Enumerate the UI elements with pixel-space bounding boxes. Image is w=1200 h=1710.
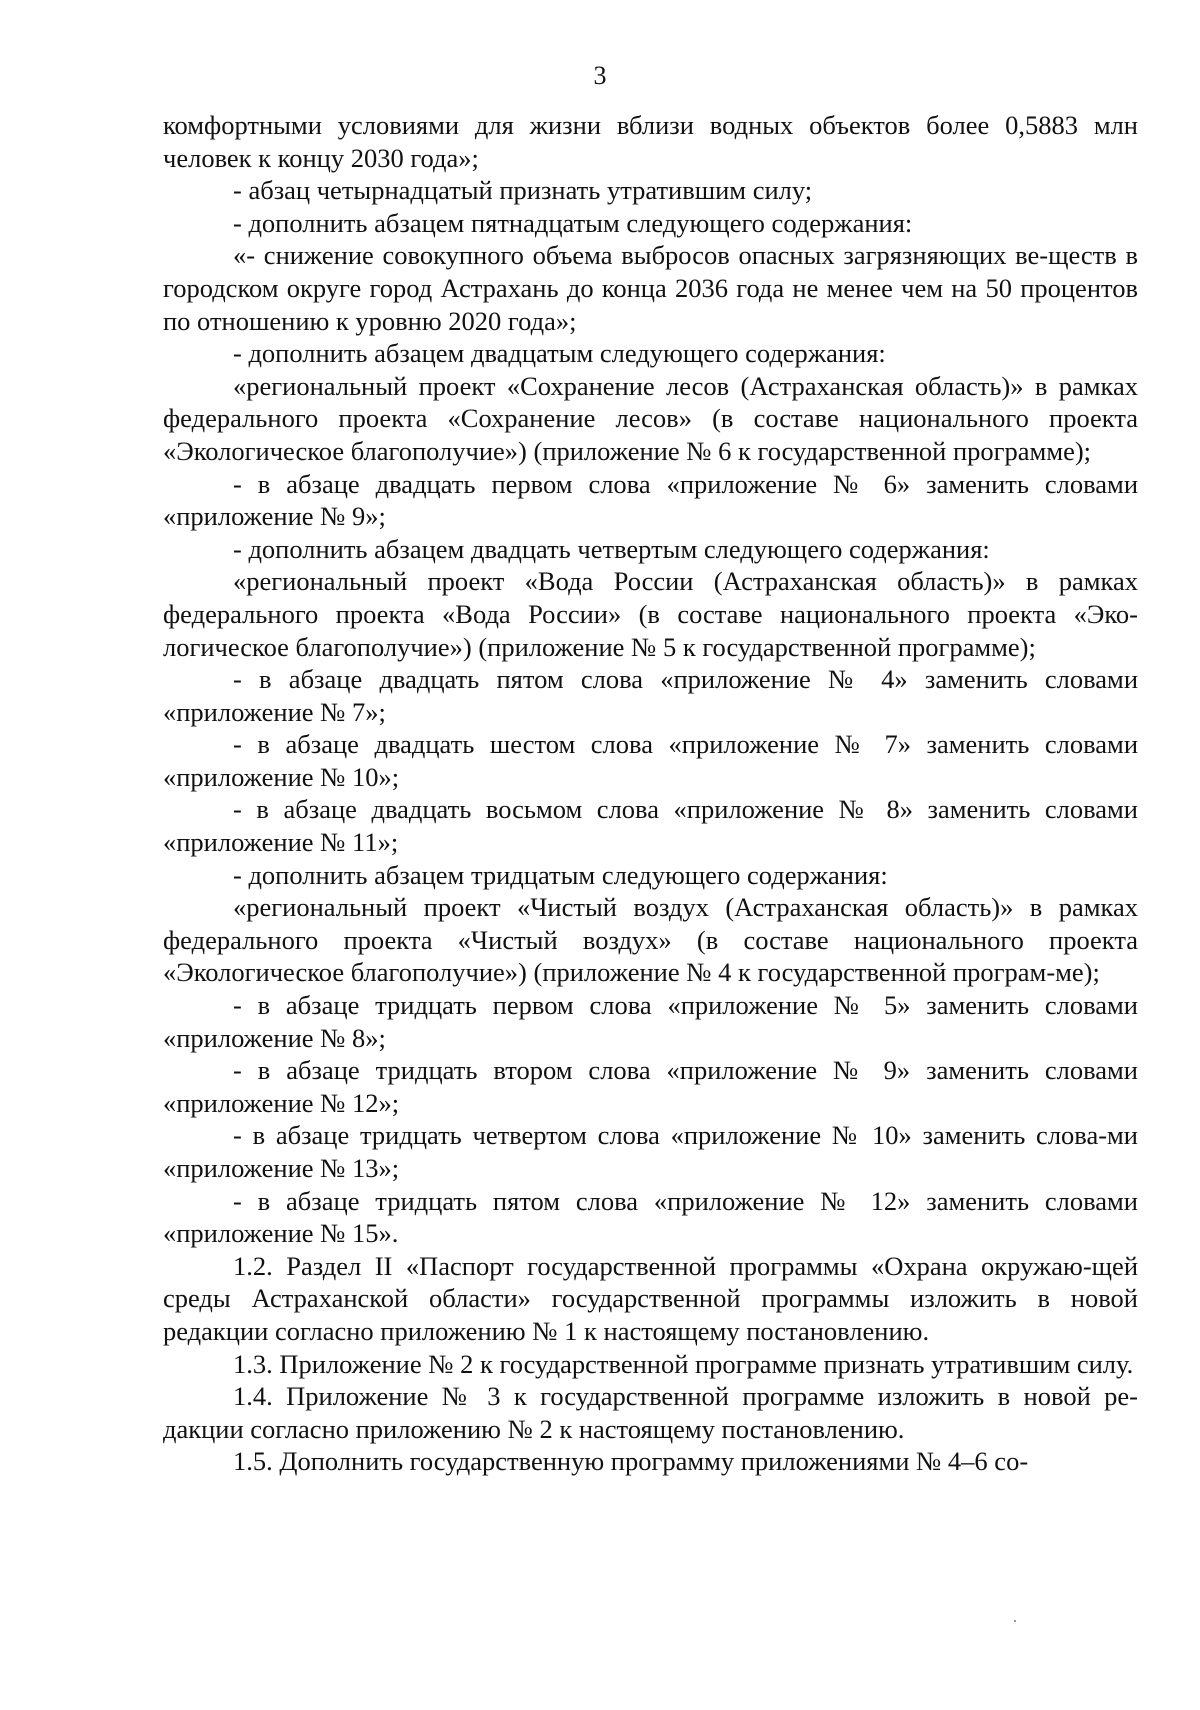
paragraph: 1.2. Раздел II «Паспорт государственной программы «Охрана окружаю-щей среды Астраханской области» государственной программы изложить в новой редакции согласно приложению № 1 к настоящему постановлению. <box>163 1250 1138 1346</box>
paragraph: - в абзаце двадцать восьмом слова «приложение № 8» заменить словами «приложение № 11»; <box>163 794 1138 858</box>
page-number: 3 <box>593 61 607 90</box>
paragraph: - в абзаце тридцать первом слова «приложение № 5» заменить словами «приложение № 8»; <box>163 990 1138 1053</box>
paragraph: - дополнить абзацем тридцатым следующего содержания: <box>233 859 888 890</box>
paragraph: «- снижение совокупного объема выбросов опасных загрязняющих ве-ществ в городском округе город Астрахань до конца 2036 года не менее чем на 50 процентов по отношению к уровню 2020 года»; <box>163 240 1138 336</box>
paragraph: - в абзаце тридцать пятом слова «приложение № 12» заменить словами «приложение № 15». <box>163 1185 1138 1249</box>
document-body <box>163 109 1138 1478</box>
paragraph: - в абзаце тридцать четвертом слова «приложение № 10» заменить слова-ми «приложение № 13»; <box>163 1120 1138 1183</box>
paragraph: 1.3. Приложение № 2 к государственной программе признать утратившим силу. <box>233 1348 1134 1379</box>
paragraph: - в абзаце двадцать первом слова «приложение № 6» заменить словами «приложение № 9»; <box>163 468 1138 532</box>
paragraph: 1.4. Приложение № 3 к государственной программе изложить в новой ре-дакции согласно приложению № 2 к настоящему постановлению. <box>163 1381 1138 1444</box>
paragraph: - в абзаце тридцать втором слова «приложение № 9» заменить словами «приложение № 12»; <box>163 1055 1138 1118</box>
paragraph: 1.5. Дополнить государственную программу приложениями № 4–6 со- <box>233 1446 1029 1477</box>
paragraph: - дополнить абзацем пятнадцатым следующего содержания: <box>233 207 913 238</box>
paragraph: «региональный проект «Вода России (Астраханская область)» в рамках федерального проекта «Вода России» (в составе национального проекта «Эко-логическое благополучие») (приложение № 5 к государственной программе); <box>163 566 1138 662</box>
paragraph: - абзац четырнадцатый признать утратившим силу; <box>233 175 813 206</box>
paragraph: - дополнить абзацем двадцать четвертым следующего содержания: <box>233 533 990 564</box>
paragraph: «региональный проект «Сохранение лесов (Астраханская область)» в рамках федерального проекта «Сохранение лесов» (в составе национального проекта «Экологическое благополучие») (приложение № 6 к государственной программе); <box>163 370 1138 466</box>
paragraph: «региональный проект «Чистый воздух (Астраханская область)» в рамках федерального проекта «Чистый воздух» (в составе национального проекта «Экологическое благополучие») (приложение № 4 к государственной програм-ме); <box>163 892 1138 988</box>
paragraph: - в абзаце двадцать пятом слова «приложение № 4» заменить словами «приложение № 7»; <box>163 664 1138 727</box>
paragraph: комфортными условиями для жизни вблизи водных объектов более 0,5883 млн человек к концу 2030 года»; <box>163 110 1138 173</box>
paragraph: - в абзаце двадцать шестом слова «приложение № 7» заменить словами «приложение № 10»; <box>163 729 1138 792</box>
paragraph: - дополнить абзацем двадцатым следующего содержания: <box>233 338 886 369</box>
scan-speck <box>1014 1620 1016 1622</box>
